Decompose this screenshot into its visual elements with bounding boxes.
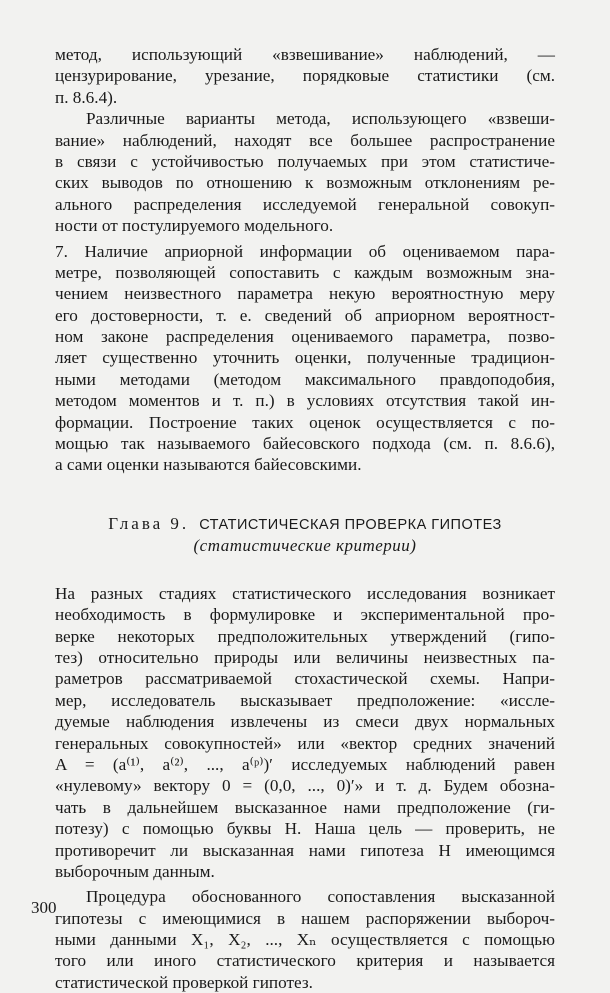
text-line: чением неизвестного параметра некую вероятностную меру: [55, 284, 555, 304]
paragraph-3: [55, 241, 555, 476]
text-line: ном законе распределения оцениваемого параметра, позво-: [55, 327, 555, 347]
paragraph-5: [55, 886, 555, 993]
text-line: в связи с устойчивостью получаемых при этом статистиче-: [55, 151, 555, 171]
text-line: ными данными X₁, X₂, ..., Xₙ осуществляется с помощью: [55, 930, 555, 950]
paragraph-4: [55, 583, 555, 882]
text-line: чать в дальнейшем высказанное нами предположение (ги-: [55, 797, 555, 817]
text-line: 7. Наличие априорной информации об оцениваемом пара-: [55, 241, 555, 261]
paragraph-1: [55, 44, 555, 108]
text-line: ности от постулируемого модельного.: [55, 216, 334, 236]
text-line: необходимость в формулировке и экспериментальной про-: [55, 605, 555, 625]
chapter-heading: [55, 513, 555, 557]
text-line: а сами оценки называются байесовскими.: [55, 455, 362, 475]
text-line: ального распределения исследуемой генеральной совокуп-: [55, 194, 555, 214]
text-line: ляет существенно уточнить оценки, полученные традицион-: [55, 348, 555, 368]
text-line: дуемые наблюдения извлечены из смеси двух нормальных: [55, 712, 555, 732]
chapter-label: Глава 9.: [108, 513, 190, 533]
text-line: верке некоторых предположительных утверждений (гипо-: [55, 626, 555, 646]
text-line: вание» наблюдений, находят все большее распространение: [55, 130, 555, 150]
text-line: того или иного статистического критерия и называется: [55, 951, 555, 971]
paragraph-2: [55, 108, 555, 236]
text-line: ских выводов по отношению к возможным отклонениям ре-: [55, 173, 555, 193]
text-line: статистической проверкой гипотез.: [55, 972, 313, 992]
text-line: выборочным данным.: [55, 861, 215, 881]
text-line: На разных стадиях статистического исследования возникает: [55, 583, 555, 603]
chapter-subtitle: (статистические критерии): [193, 535, 417, 555]
text-line: мер, исследователь высказывает предположение: «иссле-: [55, 690, 555, 710]
text-line: «нулевому» вектору 0 = (0,0, ..., 0)′» и т. д. Будем обозна-: [55, 776, 555, 796]
text-line: потезу) с помощью буквы H. Наша цель — проверить, не: [55, 819, 555, 839]
text-line: мощью так называемого байесовского подхода (см. п. 8.6.6),: [55, 434, 555, 454]
text-line: противоречит ли высказанная нами гипотеза H имеющимся: [55, 840, 555, 860]
text-line: формации. Построение таких оценок осуществляется с по-: [55, 412, 555, 432]
text-line: Различные варианты метода, использующего «взвеши-: [86, 109, 555, 129]
page-body: [55, 44, 555, 993]
text-line: Процедура обоснованного сопоставления высказанной: [86, 887, 555, 907]
text-line: метре, позволяющей сопоставить с каждым возможным зна-: [55, 262, 555, 282]
text-line: раметров рассматриваемой стохастической схемы. Напри-: [55, 669, 555, 689]
text-line: методом моментов и т. п.) в условиях отсутствия такой ин-: [55, 391, 555, 411]
chapter-title: СТАТИСТИЧЕСКАЯ ПРОВЕРКА ГИПОТЕЗ: [199, 516, 502, 533]
text-line: метод, использующий «взвешивание» наблюдений, —: [55, 45, 555, 64]
text-line: генеральных совокупностей» или «вектор средних значений: [55, 733, 555, 753]
text-line: гипотезы с имеющимися в нашем распоряжении выбороч-: [55, 908, 555, 928]
text-line: A = (a⁽¹⁾, a⁽²⁾, ..., a⁽ᵖ⁾)′ исследуемых наблюдений равен: [55, 754, 555, 774]
text-line: ными методами (методом максимального правдоподобия,: [55, 369, 555, 389]
text-line: цензурирование, урезание, порядковые статистики (см.: [55, 66, 555, 86]
text-line: тез) относительно природы или величины неизвестных па-: [55, 647, 555, 667]
text-line: его достоверности, т. е. сведений об априорном вероятност-: [55, 305, 555, 325]
page-number: 300: [31, 898, 57, 917]
text-line: п. 8.6.4).: [55, 87, 118, 107]
